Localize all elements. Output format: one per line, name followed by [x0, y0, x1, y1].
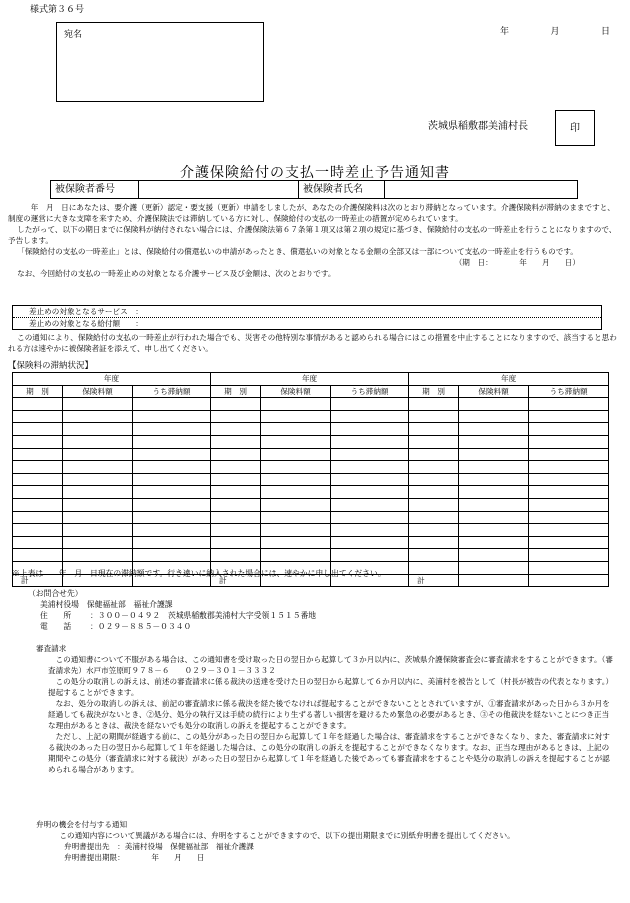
insured-id-table	[50, 180, 578, 199]
table-row	[13, 536, 609, 549]
deadline: （期 日： 年 月 日）	[454, 258, 580, 267]
table-cell	[63, 549, 133, 562]
table-cell	[261, 410, 331, 423]
table-cell	[459, 423, 529, 436]
table-row	[13, 498, 609, 511]
seal-box	[555, 110, 595, 146]
table-cell	[529, 435, 609, 448]
table-cell	[133, 549, 211, 562]
table-cell	[133, 398, 211, 411]
table-cell	[261, 398, 331, 411]
table-cell	[13, 461, 63, 474]
col-period: 期 別	[13, 385, 63, 398]
table-row	[13, 423, 609, 436]
table-cell	[409, 486, 459, 499]
contact-block	[28, 588, 316, 632]
seal-label: 印	[570, 122, 580, 134]
table-cell	[211, 511, 261, 524]
total-label: 計	[409, 574, 459, 587]
arrears-table	[12, 372, 609, 587]
table-row	[13, 524, 609, 537]
table-cell	[133, 511, 211, 524]
col-arrears: うち滞納額	[133, 385, 211, 398]
table-cell	[409, 524, 459, 537]
table-cell	[331, 549, 409, 562]
table-cell	[529, 498, 609, 511]
table-cell	[409, 435, 459, 448]
table-cell	[63, 461, 133, 474]
table-cell	[529, 461, 609, 474]
table-cell	[409, 561, 459, 574]
review-heading: 審査請求	[36, 644, 67, 653]
table-cell	[529, 448, 609, 461]
table-cell	[459, 486, 529, 499]
table-cell	[13, 435, 63, 448]
table-cell	[409, 473, 459, 486]
suspension-target-box	[12, 305, 602, 330]
document-title: 介護保険給付の支払一時差止予告通知書	[180, 165, 450, 181]
table-cell	[331, 448, 409, 461]
table-cell	[409, 461, 459, 474]
body-paragraph-3: 「保険給付の支払の一時差止」とは、保険給付の償還払いの申請があったとき、償還払いの対象となる金額の全部又は一部について支払の一時差止を行うものです。 （期 日： 年 月 日）	[8, 246, 620, 257]
table-cell	[331, 423, 409, 436]
suspended-amount-row: 差止めの対象となる給付額 ：	[13, 317, 601, 329]
table-cell	[13, 498, 63, 511]
table-cell	[459, 448, 529, 461]
table-row	[13, 448, 609, 461]
table-cell	[63, 473, 133, 486]
table-cell	[211, 435, 261, 448]
table-cell	[529, 423, 609, 436]
table-cell	[409, 536, 459, 549]
table-cell	[529, 536, 609, 549]
table-cell	[409, 423, 459, 436]
table-cell	[63, 486, 133, 499]
table-row	[13, 410, 609, 423]
table-row	[13, 511, 609, 524]
table-cell	[331, 486, 409, 499]
contact-phone: 電 話 ：０２９－８８５－０３４０	[40, 622, 192, 631]
table-cell	[13, 423, 63, 436]
table-cell	[529, 524, 609, 537]
table-row	[13, 398, 609, 411]
col-arrears: うち滞納額	[529, 385, 609, 398]
table-cell	[409, 398, 459, 411]
table-cell	[13, 410, 63, 423]
table-cell	[529, 561, 609, 574]
table-cell	[211, 448, 261, 461]
form-number: 様式第３６号	[30, 5, 85, 15]
body-paragraph-5: この通知により、保険給付の支払の一時差止が行われた場合でも、災害その他特別な事情があると認められる場合にはこの措置を中止することになりますので、該当すると思われる方は速やかに被保険者証を添えて、申し出てください。	[8, 333, 617, 353]
table-cell	[13, 536, 63, 549]
table-cell	[211, 410, 261, 423]
table-cell	[261, 486, 331, 499]
notice-body-cont	[8, 332, 620, 354]
table-cell	[261, 473, 331, 486]
table-cell	[133, 435, 211, 448]
table-cell	[459, 549, 529, 562]
table-cell	[261, 549, 331, 562]
table-cell	[459, 524, 529, 537]
table-cell	[331, 498, 409, 511]
table-cell	[13, 524, 63, 537]
explanation-deadline: 弁明書提出期限： 年 月 日	[64, 853, 205, 862]
insured-name-label: 被保険者氏名	[299, 181, 385, 198]
col-premium: 保険料額	[261, 385, 331, 398]
table-row	[13, 549, 609, 562]
table-cell	[529, 486, 609, 499]
sender-name: 茨城県稲敷郡美浦村長	[428, 121, 528, 132]
table-cell	[211, 486, 261, 499]
contact-office: 美浦村役場 保健福祉部 福祉介護課	[40, 600, 173, 609]
col-premium: 保険料額	[63, 385, 133, 398]
table-cell	[331, 524, 409, 537]
table-cell	[211, 398, 261, 411]
explanation-destination: 弁明書提出先 ：美浦村役場 保健福祉部 福祉介護課	[64, 842, 254, 851]
table-cell	[459, 561, 529, 574]
fiscal-year-header: 年度	[409, 373, 609, 386]
table-cell	[331, 536, 409, 549]
review-paragraph-3: なお、処分の取消しの訴えは、前記の審査請求に係る裁決を経た後でなければ提起することができないこととされていますが、①審査請求があった日から３か月を経過しても裁決がないとき、②処分、処分の執行又は手続の続行により生ずる著しい損害を避けるため緊急の必要があるとき、③その他裁決を経ないことにつき正当な理由があるときは、裁決を経ないでも処分の取消しの訴えを提起することができます。	[48, 699, 610, 730]
table-cell	[529, 511, 609, 524]
table-cell	[261, 498, 331, 511]
table-cell	[133, 448, 211, 461]
table-cell	[211, 524, 261, 537]
table-cell	[133, 498, 211, 511]
table-cell	[211, 536, 261, 549]
table-cell	[63, 498, 133, 511]
table-cell	[261, 423, 331, 436]
table-cell	[211, 498, 261, 511]
table-cell	[459, 410, 529, 423]
insured-number-label: 被保険者番号	[51, 181, 139, 198]
table-cell	[409, 549, 459, 562]
insured-number-value	[139, 181, 299, 198]
table-cell	[529, 398, 609, 411]
col-period: 期 別	[211, 385, 261, 398]
explanation-heading: 弁明の機会を付与する通知	[36, 820, 128, 829]
table-cell	[63, 410, 133, 423]
table-cell	[331, 398, 409, 411]
address-label: 宛名	[64, 30, 83, 40]
table-cell	[529, 410, 609, 423]
table-cell	[409, 410, 459, 423]
review-request-section	[36, 643, 614, 775]
table-cell	[331, 410, 409, 423]
table-row	[13, 435, 609, 448]
suspended-service-row: 差止めの対象となるサービス ：	[29, 307, 143, 316]
table-cell	[133, 524, 211, 537]
table-cell	[261, 448, 331, 461]
body-paragraph-4: なお、今回給付の支払の一時差止めの対象となる介護サービス及び金額は、次のとおりです。	[17, 269, 336, 278]
address-box	[56, 22, 264, 102]
table-cell	[459, 473, 529, 486]
table-cell	[529, 473, 609, 486]
table-cell	[459, 398, 529, 411]
arrears-heading: 【保険料の滞納状況】	[8, 361, 94, 371]
table-cell	[529, 549, 609, 562]
table-row	[13, 461, 609, 474]
date-year: 年	[500, 27, 510, 37]
total-label: 計	[211, 574, 261, 587]
table-cell	[211, 473, 261, 486]
table-cell	[211, 423, 261, 436]
table-cell	[63, 448, 133, 461]
col-period: 期 別	[409, 385, 459, 398]
contact-address: 住 所 ：３００－０４９２ 茨城県稲敷郡美浦村大字受領１５１５番地	[40, 611, 317, 620]
table-cell	[13, 549, 63, 562]
table-cell	[133, 473, 211, 486]
body-paragraph-1: 年 月 日にあなたは、要介護（更新）認定・要支援（更新）申請をしましたが、あなたの介護保険料は次のとおり滞納となっています。介護保険料が滞納のままですと、制度の運営に大きな支障を来すため、介護保険法では滞納している方に対し、保険給付の支払の一時差止の措置が定められています。	[8, 203, 615, 223]
notice-body	[8, 202, 620, 279]
insured-name-value	[385, 181, 577, 198]
table-cell	[261, 524, 331, 537]
table-cell	[133, 423, 211, 436]
table-cell	[409, 511, 459, 524]
issue-date	[500, 27, 610, 39]
table-cell	[409, 448, 459, 461]
table-cell	[409, 498, 459, 511]
table-row	[13, 486, 609, 499]
table-cell	[133, 536, 211, 549]
fiscal-year-header: 年度	[211, 373, 409, 386]
table-cell	[331, 461, 409, 474]
explanation-paragraph: この通知内容について異議がある場合には、弁明をすることができますので、以下の提出期限までに別紙弁明書を提出してください。	[59, 831, 515, 840]
date-day: 日	[600, 27, 610, 37]
table-cell	[63, 423, 133, 436]
table-cell	[261, 461, 331, 474]
explanation-section	[36, 819, 614, 863]
contact-heading: （お問合せ先）	[28, 589, 83, 598]
table-cell	[133, 461, 211, 474]
table-cell	[13, 398, 63, 411]
table-row	[13, 473, 609, 486]
review-paragraph-2: この処分の取消しの訴えは、前述の審査請求に係る裁決の送達を受けた日の翌日から起算して６か月以内に、美浦村を被告として（村長が被告の代表となります。）提起することができます。	[48, 677, 614, 697]
table-cell	[63, 524, 133, 537]
table-cell	[459, 461, 529, 474]
table-cell	[13, 448, 63, 461]
table-cell	[459, 511, 529, 524]
table-cell	[13, 473, 63, 486]
table-note: ※上表は 年 月 日現在の滞納額です。行き違いに納入された場合には、速やかに申し出てください。	[12, 569, 386, 578]
table-cell	[133, 410, 211, 423]
review-paragraph-1: この通知書について不服がある場合は、この通知書を受け取った日の翌日から起算して３か月以内に、茨城県介護保険審査会に審査請求をすることができます。（審査請求先）水戸市笠原町９７８－６ ０２９－３０１－３３３２	[48, 655, 613, 675]
table-cell	[459, 435, 529, 448]
table-cell	[63, 398, 133, 411]
table-cell	[63, 511, 133, 524]
review-paragraph-4: ただし、上記の期間が経過する前に、この処分があった日の翌日から起算して１年を経過した場合は、審査請求をすることができなくなり、また、審査請求に対する裁決のあった日の翌日から起算して１年を経過した場合は、この処分の取消しの訴えを提起することができなくなります。なお、正当な理由があるときは、上記の期間やこの処分（審査請求に対する裁決）があった日の翌日から起算して１年を経過した後であっても審査請求をすることや処分の取消しの訴えを提起することが認められる場合があります。	[48, 732, 610, 774]
col-arrears: うち滞納額	[331, 385, 409, 398]
table-cell	[211, 461, 261, 474]
table-cell	[459, 498, 529, 511]
total-label: 計	[13, 574, 63, 587]
col-premium: 保険料額	[459, 385, 529, 398]
date-month: 月	[550, 27, 560, 37]
table-cell	[459, 536, 529, 549]
table-cell	[63, 536, 133, 549]
table-cell	[13, 511, 63, 524]
table-cell	[331, 435, 409, 448]
body-paragraph-2: したがって、以下の期日までに保険料が納付されない場合には、介護保険法第６７条第１項又は第２項の規定に基づき、保険給付の支払の一時差止を行うことになりますので、予告します。	[8, 225, 617, 245]
table-cell	[133, 486, 211, 499]
table-cell	[331, 473, 409, 486]
table-cell	[13, 486, 63, 499]
table-cell	[211, 549, 261, 562]
table-cell	[261, 536, 331, 549]
table-cell	[261, 511, 331, 524]
table-cell	[331, 511, 409, 524]
table-cell	[63, 435, 133, 448]
table-cell	[261, 435, 331, 448]
fiscal-year-header: 年度	[13, 373, 211, 386]
